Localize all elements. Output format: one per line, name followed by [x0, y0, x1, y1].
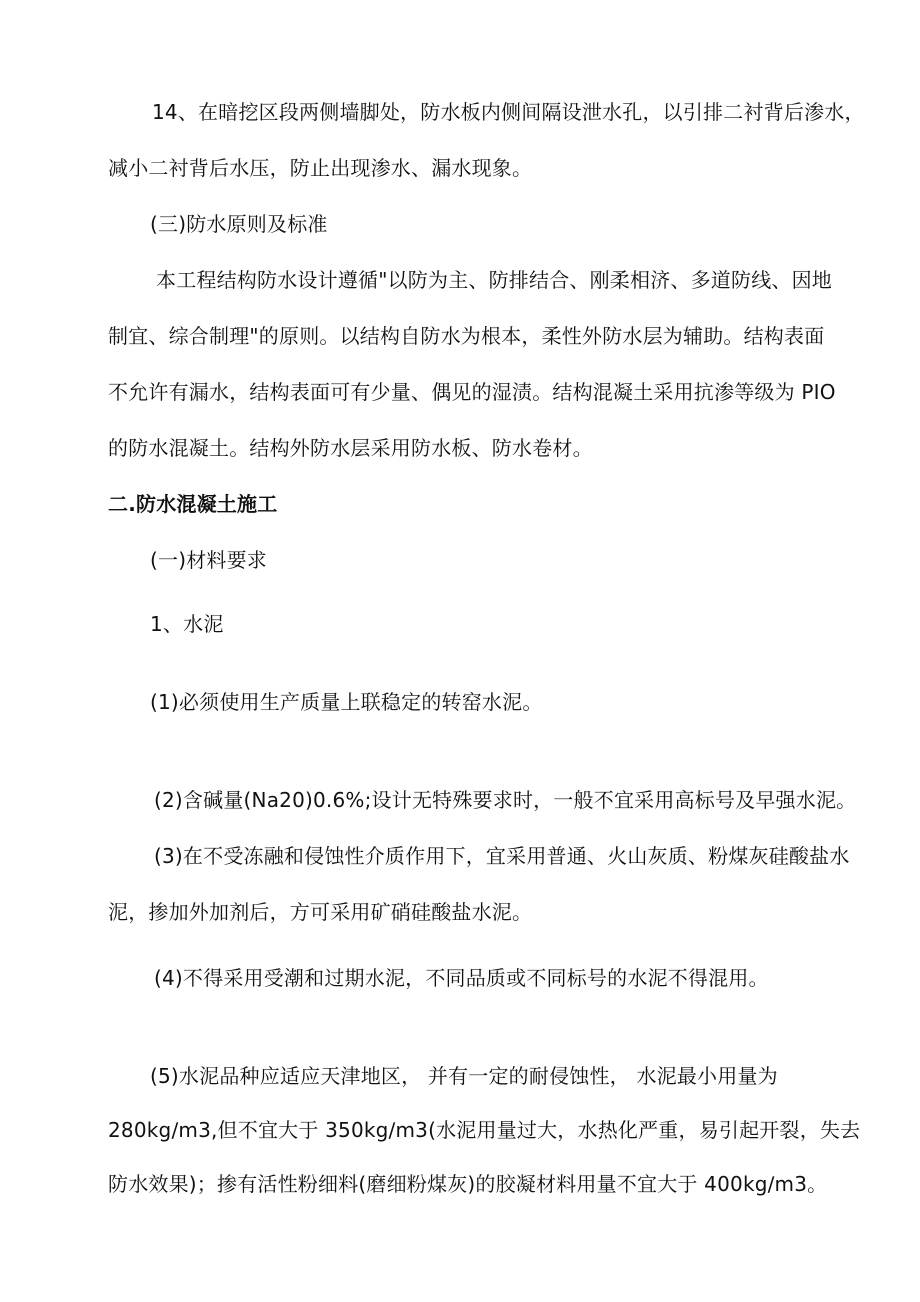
- cement-item-1: (1)必须使用生产质量上联稳定的转窑水泥。: [150, 690, 543, 714]
- principles-paragraph-line-1: 本工程结构防水设计遵循"以防为主、防排结合、刚柔相济、多道防线、因地: [156, 268, 832, 292]
- subsection-heading-material-requirements: (一)材料要求: [150, 548, 268, 572]
- cement-item-5-line-1: (5)水泥品种应适应天津地区， 并有一定的耐侵蚀性， 水泥最小用量为: [150, 1064, 778, 1088]
- cement-item-5-line-3: 防水效果)；掺有活性粉细料(磨细粉煤灰)的胶凝材料用量不宜大于 400kg∕m3。: [108, 1172, 828, 1196]
- principles-paragraph-line-4: 的防水混凝土。结构外防水层采用防水板、防水卷材。: [108, 436, 593, 460]
- principles-paragraph-line-3: 不允许有漏水，结构表面可有少量、偶见的湿渍。结构混凝土采用抗渗等级为 PIO: [108, 380, 836, 404]
- paragraph-14-line-2: 减小二衬背后水压，防止出现渗水、漏水现象。: [108, 156, 533, 180]
- section-heading-waterproof-principles: (三)防水原则及标准: [150, 212, 328, 236]
- cement-item-3-line-2: 泥，掺加外加剂后，方可采用矿硝硅酸盐水泥。: [108, 900, 533, 924]
- cement-item-4: (4)不得采用受潮和过期水泥，不同品质或不同标号的水泥不得混用。: [154, 966, 769, 990]
- paragraph-14-line-1: 14、在暗挖区段两侧墙脚处，防水板内侧间隔设泄水孔，以引排二衬背后渗水，: [152, 100, 865, 124]
- cement-item-5-line-2: 280kg∕m3,但不宜大于 350kg∕m3(水泥用量过大，水热化严重，易引起开裂，失去: [108, 1118, 861, 1142]
- item-heading-cement: 1、水泥: [150, 612, 224, 636]
- principles-paragraph-line-2: 制宜、综合制理"的原则。以结构自防水为根本，柔性外防水层为辅助。结构表面: [108, 324, 825, 348]
- cement-item-2: (2)含碱量(Na20)0.6%;设计无特殊要求时，一般不宜采用高标号及早强水泥。: [154, 788, 857, 812]
- chapter-heading-waterproof-concrete: 二.防水混凝土施工: [108, 492, 278, 516]
- cement-item-3-line-1: (3)在不受冻融和侵蚀性介质作用下，宜采用普通、火山灰质、粉煤灰硅酸盐水: [154, 844, 850, 868]
